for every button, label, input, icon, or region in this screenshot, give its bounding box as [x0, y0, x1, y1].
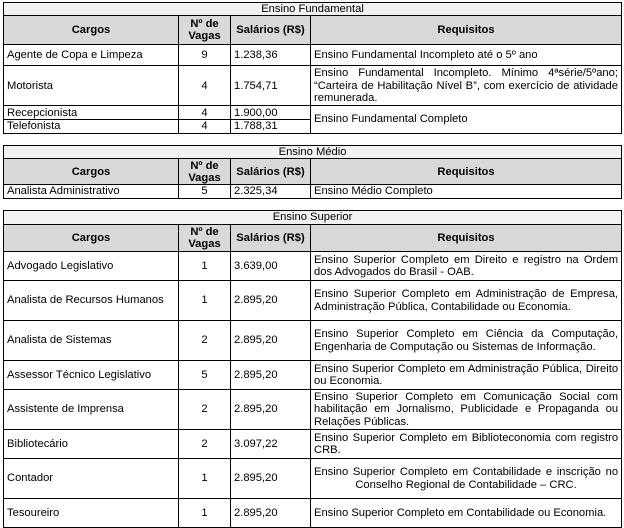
table-row [4, 361, 622, 390]
cell-requisito: Ensino Superior Completo em Contabilidade ou Economia. [311, 499, 622, 528]
cell-cargo: Assistente de Imprensa [4, 390, 179, 430]
cell-cargo: Contador [4, 459, 179, 499]
cell-salario: 3.097,22 [231, 430, 311, 459]
table-row [4, 459, 622, 499]
header-salarios: Salários (R$) [231, 225, 311, 252]
cell-vagas: 2 [179, 390, 231, 430]
cell-requisito: Ensino Superior Completo em Biblioteconomia com registro CRB. [311, 430, 622, 459]
table-row [4, 66, 622, 106]
cell-salario: 1.238,36 [231, 45, 311, 66]
cell-requisito: Ensino Superior Completo em Administração Pública, Direito ou Economia. [311, 361, 622, 390]
cell-vagas: 1 [179, 459, 231, 499]
table-ensino-superior [3, 210, 622, 528]
cell-cargo: Analista de Recursos Humanos [4, 281, 179, 321]
header-row [4, 225, 622, 252]
cell-requisito: Ensino Superior Completo em Ciência da Computação, Engenharia de Computação ou Sistemas de Informação. [311, 321, 622, 361]
cell-vagas: 9 [179, 45, 231, 66]
cell-vagas: 5 [179, 361, 231, 390]
cell-cargo: Advogado Legislativo [4, 252, 179, 281]
cell-cargo: Telefonista [4, 120, 179, 133]
cell-requisito: Ensino Fundamental Completo [311, 106, 622, 133]
section-title: Ensino Médio [4, 146, 622, 159]
cell-cargo: Assessor Técnico Legislativo [4, 361, 179, 390]
cell-vagas: 5 [179, 185, 231, 198]
cell-requisito: Ensino Fundamental Incompleto até o 5º ano [311, 45, 622, 66]
table-row [4, 390, 622, 430]
cell-cargo: Recepcionista [4, 106, 179, 120]
cell-cargo: Tesoureiro [4, 499, 179, 528]
table-row [4, 185, 622, 198]
cell-salario: 2.895,20 [231, 321, 311, 361]
section-title: Ensino Fundamental [4, 3, 622, 16]
cell-cargo: Analista de Sistemas [4, 321, 179, 361]
table-row [4, 45, 622, 66]
table-ensino-fundamental [3, 2, 622, 134]
header-row [4, 16, 622, 45]
cell-requisito: Ensino Superior Completo em Contabilidade e inscrição no Conselho Regional de Contabilidade – CRC. [311, 459, 622, 499]
cell-cargo: Agente de Copa e Limpeza [4, 45, 179, 66]
cell-vagas: 1 [179, 499, 231, 528]
header-salarios: Salários (R$) [231, 159, 311, 185]
cell-salario: 2.895,20 [231, 361, 311, 390]
cell-salario: 1.788,31 [231, 120, 311, 133]
cell-vagas: 4 [179, 66, 231, 106]
table-row [4, 252, 622, 281]
cell-requisito: Ensino Superior Completo em Administração de Empresa, Administração Pública, Contabilidade ou Economia. [311, 281, 622, 321]
header-row [4, 159, 622, 185]
table-row [4, 430, 622, 459]
header-requisitos: Requisitos [311, 225, 622, 252]
header-vagas: Nº de Vagas [179, 225, 231, 252]
header-salarios: Salários (R$) [231, 16, 311, 45]
cell-vagas: 4 [179, 106, 231, 120]
header-cargos: Cargos [4, 225, 179, 252]
cell-salario: 2.895,20 [231, 281, 311, 321]
cell-salario: 1.754,71 [231, 66, 311, 106]
cell-salario: 2.895,20 [231, 459, 311, 499]
cell-salario: 2.895,20 [231, 390, 311, 430]
cell-vagas: 2 [179, 321, 231, 361]
table-row [4, 321, 622, 361]
cell-salario: 2.895,20 [231, 499, 311, 528]
cell-salario: 1.900,00 [231, 106, 311, 120]
cell-requisito: Ensino Superior Completo em Comunicação Social com habilitação em Jornalismo, Publicidade e Propaganda ou Relações Públicas. [311, 390, 622, 430]
cell-salario: 3.639,00 [231, 252, 311, 281]
cell-requisito: Ensino Fundamental Incompleto. Mínimo 4ªsérie/5ºano; “Carteira de Habilitação Nível B”, com exercício de atividade remunerada. [311, 66, 622, 106]
cell-vagas: 1 [179, 252, 231, 281]
header-requisitos: Requisitos [311, 16, 622, 45]
cell-cargo: Bibliotecário [4, 430, 179, 459]
header-requisitos: Requisitos [311, 159, 622, 185]
header-cargos: Cargos [4, 16, 179, 45]
table-ensino-medio [3, 145, 622, 199]
section-title: Ensino Superior [4, 211, 622, 225]
cell-cargo: Analista Administrativo [4, 185, 179, 198]
cell-vagas: 1 [179, 281, 231, 321]
cell-salario: 2.325,34 [231, 185, 311, 198]
header-cargos: Cargos [4, 159, 179, 185]
cell-requisito: Ensino Superior Completo em Direito e registro na Ordem dos Advogados do Brasil - OAB. [311, 252, 622, 281]
cell-vagas: 4 [179, 120, 231, 133]
table-row [4, 499, 622, 528]
table-row [4, 281, 622, 321]
header-vagas: Nº de Vagas [179, 16, 231, 45]
table-row [4, 106, 622, 120]
cell-cargo: Motorista [4, 66, 179, 106]
cell-vagas: 2 [179, 430, 231, 459]
cell-requisito: Ensino Médio Completo [311, 185, 622, 198]
header-vagas: Nº de Vagas [179, 159, 231, 185]
